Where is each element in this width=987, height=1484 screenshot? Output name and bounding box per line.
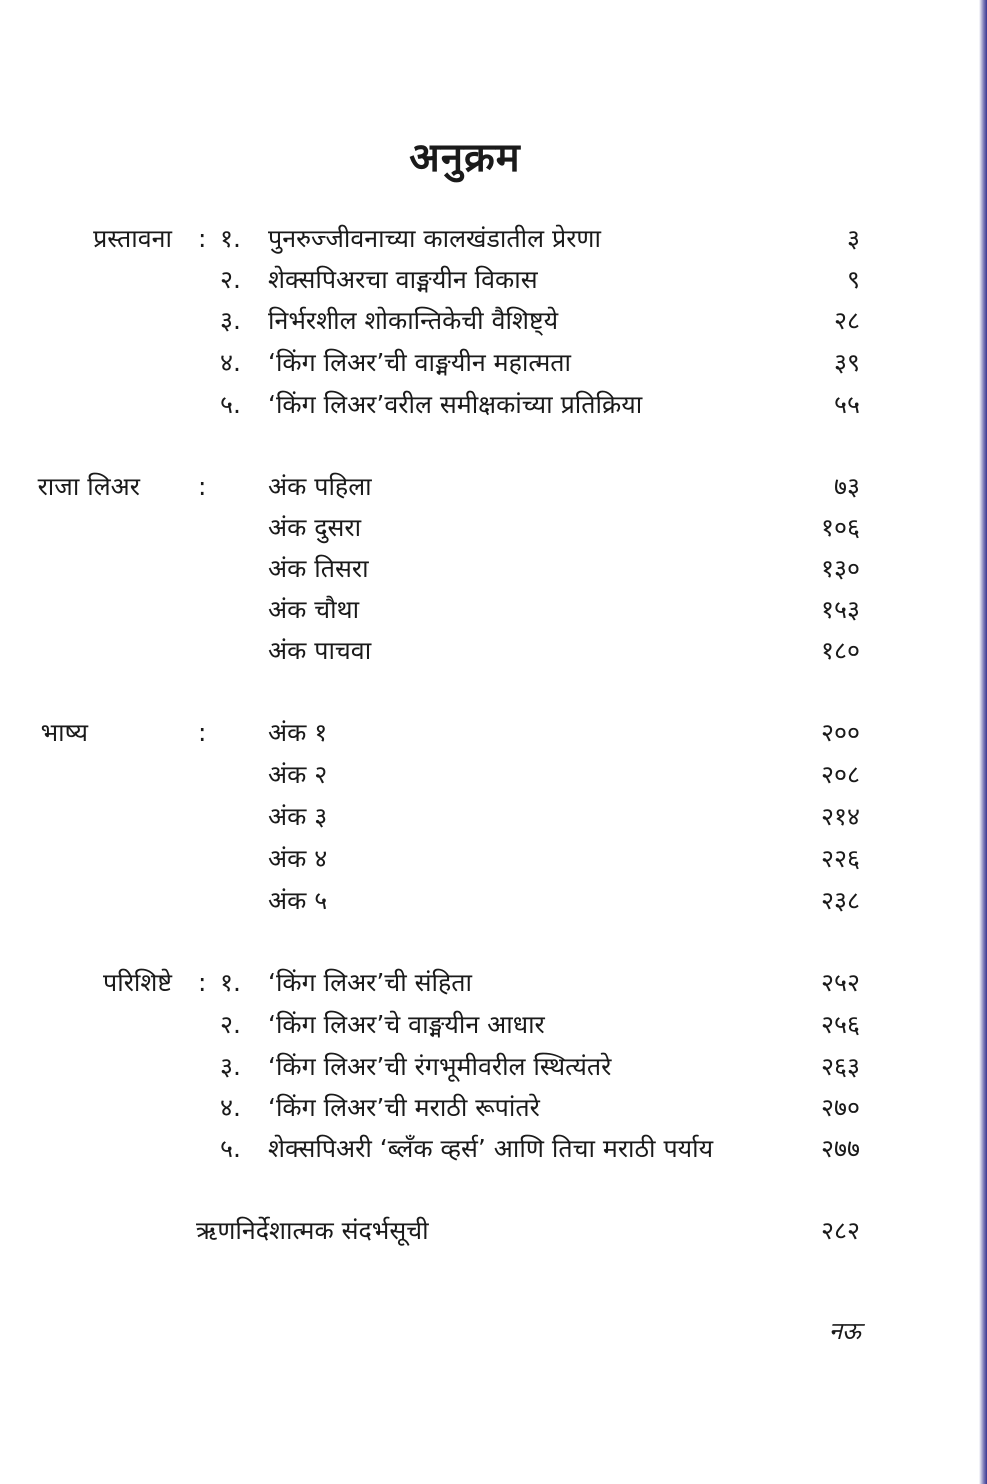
toc-row xyxy=(0,755,900,795)
entry-page: २०८ xyxy=(820,760,860,789)
section-colon: : xyxy=(198,718,207,747)
entry-title: अंक ४ xyxy=(268,844,328,873)
entry-title: शेक्सपिअरी ‘ब्लँक व्हर्स’ आणि तिचा मराठी पर्याय xyxy=(268,1134,714,1163)
entry-title: ‘किंग लिअर’ची मराठी रूपांतरे xyxy=(268,1093,540,1122)
entry-title: ‘किंग लिअर’चे वाङ्मयीन आधार xyxy=(268,1010,545,1039)
toc-row xyxy=(0,260,900,300)
toc-row xyxy=(0,631,900,671)
entry-page: ३९ xyxy=(833,348,860,377)
entry-page: २५६ xyxy=(820,1010,860,1039)
bibliography-title: ऋणनिर्देशात्मक संदर्भसूची xyxy=(196,1216,429,1245)
toc-row xyxy=(0,1088,900,1128)
entry-page: १८० xyxy=(820,636,860,665)
entry-title: अंक पाचवा xyxy=(268,636,372,665)
entry-title: शेक्सपिअरचा वाङ्मयीन विकास xyxy=(268,265,538,294)
toc-row xyxy=(0,1047,900,1087)
toc-row xyxy=(0,1005,900,1045)
entry-title: ‘किंग लिअर’ची रंगभूमीवरील स्थित्यंतरे xyxy=(268,1052,612,1081)
entry-page: २७० xyxy=(820,1093,860,1122)
section-colon: : xyxy=(198,224,207,253)
entry-page: ९ xyxy=(846,265,860,294)
entry-number: ४. xyxy=(220,348,241,377)
entry-number: ४. xyxy=(220,1093,241,1122)
toc-row xyxy=(0,713,900,753)
entry-title: अंक तिसरा xyxy=(268,554,369,583)
entry-number: ५. xyxy=(220,390,241,419)
entry-title: अंक दुसरा xyxy=(268,513,362,542)
toc-row xyxy=(0,549,900,589)
bibliography-page: २८२ xyxy=(820,1216,860,1245)
entry-page: ३ xyxy=(846,224,860,253)
entry-title: निर्भरशील शोकान्तिकेची वैशिष्ट्ये xyxy=(268,306,559,335)
toc-row xyxy=(0,385,900,425)
entry-page: ५५ xyxy=(833,390,860,419)
entry-page: २६३ xyxy=(820,1052,860,1081)
page-edge-strip xyxy=(979,0,987,1484)
section-label: भाष्य xyxy=(40,718,88,747)
entry-page: २१४ xyxy=(820,802,860,831)
page-number-marker: नऊ xyxy=(828,1317,861,1345)
entry-number: २. xyxy=(220,1010,241,1039)
entry-number: १. xyxy=(220,968,241,997)
entry-number: ३. xyxy=(220,306,241,335)
toc-row xyxy=(0,963,900,1003)
entry-title: अंक ५ xyxy=(268,886,328,915)
entry-number: ३. xyxy=(220,1052,241,1081)
entry-number: ५. xyxy=(220,1134,241,1163)
toc-row xyxy=(0,1211,900,1251)
toc-row xyxy=(0,590,900,630)
entry-page: २०० xyxy=(820,718,860,747)
section-label: राजा लिअर xyxy=(37,472,140,501)
entry-page: २३८ xyxy=(820,886,860,915)
entry-title: पुनरुज्जीवनाच्या कालखंडातील प्रेरणा xyxy=(268,224,601,253)
entry-title: अंक पहिला xyxy=(268,472,372,501)
entry-number: १. xyxy=(220,224,241,253)
toc-row xyxy=(0,839,900,879)
entry-page: २२६ xyxy=(820,844,860,873)
entry-page: १०६ xyxy=(820,513,860,542)
entry-title: अंक ३ xyxy=(268,802,328,831)
entry-page: १५३ xyxy=(820,595,860,624)
toc-row xyxy=(0,343,900,383)
section-label: प्रस्तावना xyxy=(93,224,172,253)
toc-row xyxy=(0,1129,900,1169)
entry-title: अंक चौथा xyxy=(268,595,360,624)
entry-title: अंक १ xyxy=(268,718,328,747)
entry-title: अंक २ xyxy=(268,760,328,789)
toc-row xyxy=(0,881,900,921)
entry-title: ‘किंग लिअर’ची वाङ्मयीन महात्मता xyxy=(268,348,572,377)
toc-row xyxy=(0,797,900,837)
entry-page: ७३ xyxy=(833,472,860,501)
entry-page: २८ xyxy=(833,306,860,335)
toc-row xyxy=(0,467,900,507)
entry-page: २५२ xyxy=(820,968,860,997)
section-label: परिशिष्टे xyxy=(103,968,172,997)
section-colon: : xyxy=(198,472,207,501)
entry-page: २७७ xyxy=(820,1134,860,1163)
entry-title: ‘किंग लिअर’ची संहिता xyxy=(268,968,473,997)
entry-number: २. xyxy=(220,265,241,294)
section-colon: : xyxy=(198,968,207,997)
toc-row xyxy=(0,219,900,259)
page-title: अनुक्रम xyxy=(409,135,521,181)
toc-row xyxy=(0,508,900,548)
toc-row xyxy=(0,301,900,341)
entry-title: ‘किंग लिअर’वरील समीक्षकांच्या प्रतिक्रिया xyxy=(268,390,643,419)
entry-page: १३० xyxy=(820,554,860,583)
